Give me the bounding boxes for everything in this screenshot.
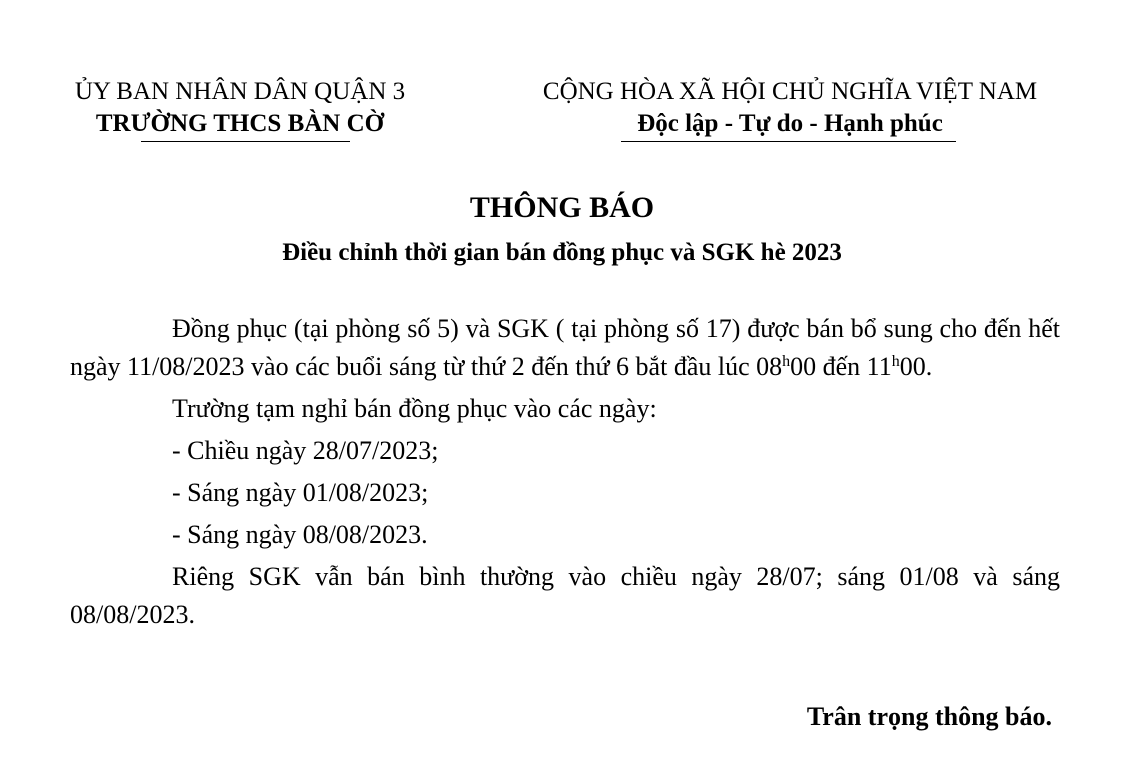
issuer-authority: ỦY BAN NHÂN DÂN QUẬN 3 bbox=[74, 78, 406, 105]
start-time-minute: 00 bbox=[790, 352, 817, 381]
list-item: - Sáng ngày 08/08/2023. bbox=[172, 520, 428, 549]
start-time-hour: 08 bbox=[756, 352, 783, 381]
end-time-hour: 11 bbox=[866, 352, 892, 381]
national-header bbox=[500, 76, 1080, 140]
issuer-school: TRƯỜNG THCS BÀN CỜ bbox=[95, 110, 385, 137]
paragraph-closed-days-intro: Trường tạm nghỉ bán đồng phục vào các ngày: bbox=[172, 394, 657, 423]
paragraph-textbook-exception: Riêng SGK vẫn bán bình thường vào chiều ngày 28/07; sáng 01/08 và sáng 08/08/2023. bbox=[70, 562, 1060, 629]
document-body bbox=[70, 310, 1060, 634]
start-time-h: h bbox=[782, 353, 791, 370]
document-title: THÔNG BÁO bbox=[469, 191, 655, 224]
schedule-period: . bbox=[925, 352, 933, 381]
end-time-h: h bbox=[891, 353, 900, 370]
document-subtitle: Điều chỉnh thời gian bán đồng phục và SGK hè 2023 bbox=[282, 239, 842, 266]
paragraph-sales-schedule bbox=[70, 310, 1060, 386]
end-time-minute: 00 bbox=[899, 352, 926, 381]
schedule-text: Đồng phục (tại phòng số 5) và SGK ( tại phòng số 17) được bán bổ sung cho đến hết ngày 11/08/2023 vào các buổi sáng từ thứ 2 đến thứ 6 bắt đầu lúc bbox=[70, 314, 1060, 381]
issuer-underline bbox=[141, 141, 350, 142]
motto-underline bbox=[621, 141, 956, 142]
time-connector: đến bbox=[816, 352, 867, 381]
closing-line: Trân trọng thông báo. bbox=[806, 702, 1052, 731]
list-item: - Sáng ngày 01/08/2023; bbox=[172, 478, 429, 507]
national-motto: Độc lập - Tự do - Hạnh phúc bbox=[637, 110, 943, 137]
list-item: - Chiều ngày 28/07/2023; bbox=[172, 436, 439, 465]
national-title: CỘNG HÒA XÃ HỘI CHỦ NGHĨA VIỆT NAM bbox=[542, 78, 1038, 105]
issuer-header bbox=[40, 76, 440, 140]
